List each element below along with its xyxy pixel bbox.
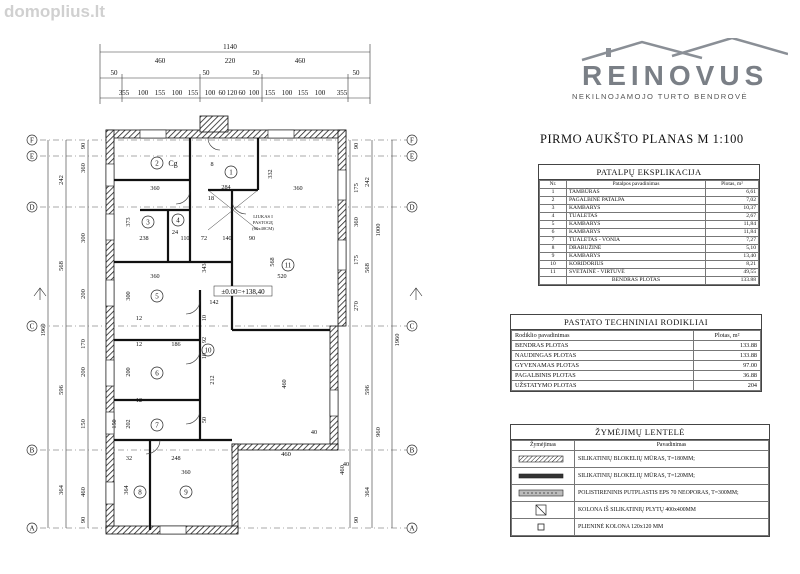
dim-right-568: 568 bbox=[364, 263, 371, 273]
legend-label-4: KOLONA IŠ SILIKATINIŲ PLYTŲ 400x400MM bbox=[575, 502, 769, 519]
axis-label-a-right: A bbox=[409, 524, 415, 533]
exterior-walls bbox=[106, 116, 346, 534]
dim-8: 8 bbox=[210, 161, 214, 168]
tech-table-title: PASTATO TECHNINIAI RODIKLIAI bbox=[511, 315, 761, 330]
dim-top-155-c: 155 bbox=[264, 89, 276, 97]
table-row bbox=[512, 381, 761, 391]
dim-right-360: 360 bbox=[353, 217, 360, 227]
attic-note-line-1: LIUKAS I bbox=[253, 214, 273, 219]
tech-indicator-value: 204 bbox=[694, 381, 761, 391]
room-number-11: 11 bbox=[284, 261, 292, 270]
tech-indicator-value: 133.88 bbox=[694, 351, 761, 361]
table-row bbox=[512, 361, 761, 371]
room-number-1: 1 bbox=[229, 168, 233, 177]
axis-label-d-left: D bbox=[29, 203, 35, 212]
table-row bbox=[540, 205, 759, 213]
room-name: TAMBŪRAS bbox=[567, 189, 706, 197]
room-nr: 3 bbox=[540, 205, 567, 213]
dim-left-200-b: 200 bbox=[80, 367, 87, 377]
dim-left-90: 90 bbox=[80, 142, 87, 150]
dim-right-270: 270 bbox=[353, 301, 360, 311]
dim-32: 32 bbox=[125, 455, 133, 462]
room-nr: 9 bbox=[540, 253, 567, 261]
room-nr: 7 bbox=[540, 237, 567, 245]
dim-left-300: 300 bbox=[80, 233, 87, 243]
room-nr: 10 bbox=[540, 261, 567, 269]
room-mark-cg: Cg bbox=[168, 159, 178, 168]
dim-right-596: 596 bbox=[364, 385, 371, 395]
room-number-8: 8 bbox=[138, 488, 142, 497]
axis-label-e-left: E bbox=[29, 152, 35, 161]
tech-indicator-value: 97.00 bbox=[694, 361, 761, 371]
rooms-total-label: BENDRAS PLOTAS bbox=[567, 277, 706, 285]
dim-360-b: 360 bbox=[293, 185, 303, 192]
dim-top-100-b: 100 bbox=[171, 89, 183, 97]
brand-name: REINOVUS bbox=[582, 60, 769, 91]
dim-284: 284 bbox=[221, 184, 231, 191]
room-name: SVETAINĖ - VIRTUVĖ bbox=[567, 269, 706, 277]
dim-right-960: 960 bbox=[375, 427, 382, 437]
house-roof-icon bbox=[572, 38, 788, 62]
room-area: 5,10 bbox=[706, 245, 759, 253]
room-nr: 11 bbox=[540, 269, 567, 277]
room-number-6: 6 bbox=[155, 369, 159, 378]
dim-300: 300 bbox=[125, 291, 132, 301]
attic-note-line-3: (60x40CM) bbox=[252, 226, 274, 231]
rooms-total-value: 133.88 bbox=[706, 277, 759, 285]
dim-top-120: 120 bbox=[226, 89, 238, 97]
dim-202: 202 bbox=[125, 419, 132, 429]
dim-top-60-b: 60 bbox=[238, 89, 246, 97]
dim-top-60-a: 60 bbox=[218, 89, 226, 97]
dim-92: 92 bbox=[201, 336, 208, 344]
room-area: 2,67 bbox=[706, 213, 759, 221]
dim-top-100-c: 100 bbox=[204, 89, 216, 97]
tech-indicator-name: NAUDINGAS PLOTAS bbox=[512, 351, 694, 361]
dim-right-90-b: 90 bbox=[353, 516, 360, 524]
table-row bbox=[540, 229, 759, 237]
dim-150: 150 bbox=[111, 419, 118, 429]
rooms-table-box bbox=[538, 164, 760, 286]
dim-right-242: 242 bbox=[364, 177, 371, 187]
dim-460-inner: 460 bbox=[281, 379, 288, 389]
dim-50: 50 bbox=[201, 416, 208, 424]
legend-col-name: Pavadinimas bbox=[575, 441, 769, 451]
dim-top-100-a: 100 bbox=[137, 89, 149, 97]
dim-right-364: 364 bbox=[364, 487, 371, 497]
axis-bubbles bbox=[27, 135, 417, 533]
dim-top-460-right: 460 bbox=[294, 57, 306, 65]
legend-title: ŽYMĖJIMŲ LENTELĖ bbox=[511, 425, 769, 440]
dim-top-50-b: 50 bbox=[202, 69, 210, 77]
tech-indicator-value: 133.88 bbox=[694, 341, 761, 351]
legend-row bbox=[512, 485, 769, 502]
insulation-symbol bbox=[515, 486, 567, 500]
tech-indicator-name: GYVENAMAS PLOTAS bbox=[512, 361, 694, 371]
room-name: KAMBARYS bbox=[567, 205, 706, 213]
dim-right-175-b: 175 bbox=[353, 255, 360, 265]
room-nr: 6 bbox=[540, 229, 567, 237]
room-nr: 5 bbox=[540, 221, 567, 229]
room-name: TUALETAS - VONIA bbox=[567, 237, 706, 245]
axis-label-c-right: C bbox=[409, 322, 415, 331]
table-row bbox=[540, 197, 759, 205]
table-row bbox=[540, 213, 759, 221]
dim-200: 200 bbox=[125, 367, 132, 377]
room-area: 11,84 bbox=[706, 221, 759, 229]
room-nr: 8 bbox=[540, 245, 567, 253]
tech-table-box bbox=[510, 314, 762, 392]
dim-top-50-c: 50 bbox=[252, 69, 260, 77]
dim-right-175-a: 175 bbox=[353, 183, 360, 193]
room-name: PAGALBINĖ PATALPA bbox=[567, 197, 706, 205]
rooms-col-nr: Nr. bbox=[540, 181, 567, 189]
dim-top-355-left: 355 bbox=[118, 89, 130, 97]
legend-row bbox=[512, 468, 769, 485]
dim-top-155-a: 155 bbox=[154, 89, 166, 97]
dim-top-100-f: 100 bbox=[314, 89, 326, 97]
dim-left-242: 242 bbox=[58, 175, 65, 185]
table-row bbox=[512, 341, 761, 351]
dim-left-364: 364 bbox=[58, 485, 65, 495]
legend-box bbox=[510, 424, 770, 537]
dim-360-d: 360 bbox=[181, 469, 191, 476]
room-area: 7,27 bbox=[706, 237, 759, 245]
dim-left-170: 170 bbox=[80, 339, 87, 349]
legend-label-3: POLISTIRENINIS PUTPLASTIS EPS 70 NEOPORAS, T=300MM; bbox=[575, 485, 769, 502]
dim-12-c: 12 bbox=[135, 397, 143, 404]
dim-left-150: 150 bbox=[80, 419, 87, 429]
table-row bbox=[540, 261, 759, 269]
legend-label-1: SILIKATINIŲ BLOKELIŲ MŪRAS, T=180MM; bbox=[575, 451, 769, 468]
room-name: KAMBARYS bbox=[567, 229, 706, 237]
dim-12-b: 12 bbox=[135, 341, 143, 348]
axis-label-b-right: B bbox=[409, 446, 415, 455]
dim-right-90: 90 bbox=[353, 142, 360, 150]
dim-top-220: 220 bbox=[224, 57, 236, 65]
dim-18: 18 bbox=[207, 195, 215, 202]
room-number-7: 7 bbox=[155, 421, 159, 430]
dim-top-355-right: 355 bbox=[336, 89, 348, 97]
dim-right-1960: 1960 bbox=[394, 333, 401, 347]
axis-label-f-right: F bbox=[410, 136, 414, 145]
room-area: 7,02 bbox=[706, 197, 759, 205]
sheet-title: PIRMO AUKŠTO PLANAS M 1:100 bbox=[540, 132, 744, 146]
room-nr: 1 bbox=[540, 189, 567, 197]
dim-top-155-b: 155 bbox=[187, 89, 199, 97]
dim-110: 110 bbox=[180, 235, 190, 242]
legend-label-2: SILIKATINIŲ BLOKELIŲ MŪRAS, T=120MM; bbox=[575, 468, 769, 485]
table-row bbox=[512, 371, 761, 381]
axis-label-d-right: D bbox=[409, 203, 415, 212]
room-name: TUALETAS bbox=[567, 213, 706, 221]
dim-140: 140 bbox=[222, 235, 232, 242]
dim-bottom-460: 460 bbox=[281, 451, 291, 458]
tech-table bbox=[511, 330, 761, 391]
dim-360-c: 360 bbox=[150, 273, 160, 280]
wall-120-symbol bbox=[515, 469, 567, 483]
room-number-9: 9 bbox=[184, 488, 188, 497]
room-area: 13,40 bbox=[706, 253, 759, 261]
dim-left-568: 568 bbox=[58, 261, 65, 271]
dim-left-596: 596 bbox=[58, 385, 65, 395]
legend-row bbox=[512, 451, 769, 468]
dim-top-50-d: 50 bbox=[352, 69, 360, 77]
axis-label-a-left: A bbox=[29, 524, 35, 533]
dim-24: 24 bbox=[171, 229, 179, 236]
room-area: 11,84 bbox=[706, 229, 759, 237]
dim-left-1960: 1960 bbox=[40, 323, 47, 337]
attic-note-line-2: PASTOGĘ bbox=[252, 220, 274, 225]
dim-360-a: 360 bbox=[150, 185, 160, 192]
dim-top-155-d: 155 bbox=[297, 89, 309, 97]
dim-373: 373 bbox=[125, 217, 132, 227]
tech-indicator-name: UŽSTATYMO PLOTAS bbox=[512, 381, 694, 391]
table-row bbox=[540, 245, 759, 253]
dim-142: 142 bbox=[209, 299, 219, 306]
dim-right-460: 460 bbox=[339, 465, 346, 475]
table-row bbox=[540, 221, 759, 229]
table-row bbox=[540, 269, 759, 277]
dim-520: 520 bbox=[277, 273, 287, 280]
legend-row bbox=[512, 519, 769, 536]
tech-indicator-value: 36.88 bbox=[694, 371, 761, 381]
room-name: KORIDORIUS bbox=[567, 261, 706, 269]
axis-label-b-left: B bbox=[29, 446, 35, 455]
dim-top-100-e: 100 bbox=[281, 89, 293, 97]
table-row bbox=[512, 351, 761, 361]
dim-248: 248 bbox=[171, 455, 181, 462]
dim-10-a: 10 bbox=[201, 352, 208, 360]
legend-label-5: PLIENINĖ KOLONA 120x120 MM bbox=[575, 519, 769, 536]
brand-logo bbox=[572, 42, 788, 102]
room-area: 6,61 bbox=[706, 189, 759, 197]
dim-186: 186 bbox=[171, 341, 181, 348]
dim-343: 343 bbox=[201, 263, 208, 273]
dim-238: 238 bbox=[139, 235, 149, 242]
legend-row bbox=[512, 502, 769, 519]
room-name: KAMBARYS bbox=[567, 253, 706, 261]
table-row bbox=[540, 237, 759, 245]
tech-col-area: Plotas, m² bbox=[694, 331, 761, 341]
level-mark: ±0.00=+138,40 bbox=[221, 288, 265, 296]
table-row bbox=[540, 189, 759, 197]
room-area: 49,55 bbox=[706, 269, 759, 277]
dim-left-200-a: 200 bbox=[80, 289, 87, 299]
brick-column-symbol bbox=[515, 503, 567, 517]
axis-label-c-left: C bbox=[29, 322, 35, 331]
axis-label-e-right: E bbox=[409, 152, 415, 161]
dim-72: 72 bbox=[200, 235, 208, 242]
table-row bbox=[540, 253, 759, 261]
room-nr: 4 bbox=[540, 213, 567, 221]
room-number-3: 3 bbox=[146, 218, 150, 227]
dim-90: 90 bbox=[248, 235, 256, 242]
room-number-4: 4 bbox=[176, 216, 180, 225]
dim-right-1000: 1000 bbox=[375, 223, 382, 237]
rooms-table-title: PATALPŲ EKSPLIKACIJA bbox=[539, 165, 759, 180]
room-number-10: 10 bbox=[204, 346, 212, 355]
dim-10-b: 10 bbox=[201, 314, 208, 322]
wall-180-symbol bbox=[515, 452, 567, 466]
dim-40-b: 40 bbox=[342, 461, 350, 468]
room-area: 10,37 bbox=[706, 205, 759, 213]
tech-indicator-name: PAGALBINIS PLOTAS bbox=[512, 371, 694, 381]
room-number-5: 5 bbox=[155, 292, 159, 301]
room-name: DRABUŽINĖ bbox=[567, 245, 706, 253]
room-nr: 2 bbox=[540, 197, 567, 205]
rooms-col-name: Patalpos pavadinimas bbox=[567, 181, 706, 189]
brand-subtitle: NEKILNOJAMOJO TURTO BENDROVĖ bbox=[572, 92, 748, 101]
dim-40-a: 40 bbox=[310, 429, 318, 436]
interior-walls bbox=[114, 138, 330, 530]
dim-364: 364 bbox=[123, 485, 130, 495]
watermark: domoplius.lt bbox=[4, 2, 106, 21]
room-name: KAMBARYS bbox=[567, 221, 706, 229]
rooms-table bbox=[539, 180, 759, 285]
legend-table bbox=[511, 440, 769, 536]
dim-top-460-left: 460 bbox=[154, 57, 166, 65]
dim-568: 568 bbox=[269, 257, 276, 267]
dim-left-360: 360 bbox=[80, 163, 87, 173]
dim-left-460: 460 bbox=[80, 487, 87, 497]
rooms-col-area: Plotas, m² bbox=[706, 181, 759, 189]
steel-column-symbol bbox=[515, 520, 567, 534]
axis-label-f-left: F bbox=[30, 136, 34, 145]
room-area: 8,21 bbox=[706, 261, 759, 269]
dim-left-90-b: 90 bbox=[80, 516, 87, 524]
dim-overall-width: 1140 bbox=[223, 43, 237, 51]
dim-332: 332 bbox=[267, 169, 274, 179]
tech-indicator-name: BENDRAS PLOTAS bbox=[512, 341, 694, 351]
room-number-2: 2 bbox=[155, 159, 159, 168]
dim-12-a: 12 bbox=[135, 315, 143, 322]
dim-top-50-a: 50 bbox=[110, 69, 118, 77]
axis-lines bbox=[40, 140, 408, 528]
dim-top-100-d: 100 bbox=[248, 89, 260, 97]
legend-col-symbol: Žymėjimas bbox=[512, 441, 575, 451]
tech-col-name: Rodiklio pavadinimas bbox=[512, 331, 694, 341]
dim-212: 212 bbox=[209, 375, 216, 385]
